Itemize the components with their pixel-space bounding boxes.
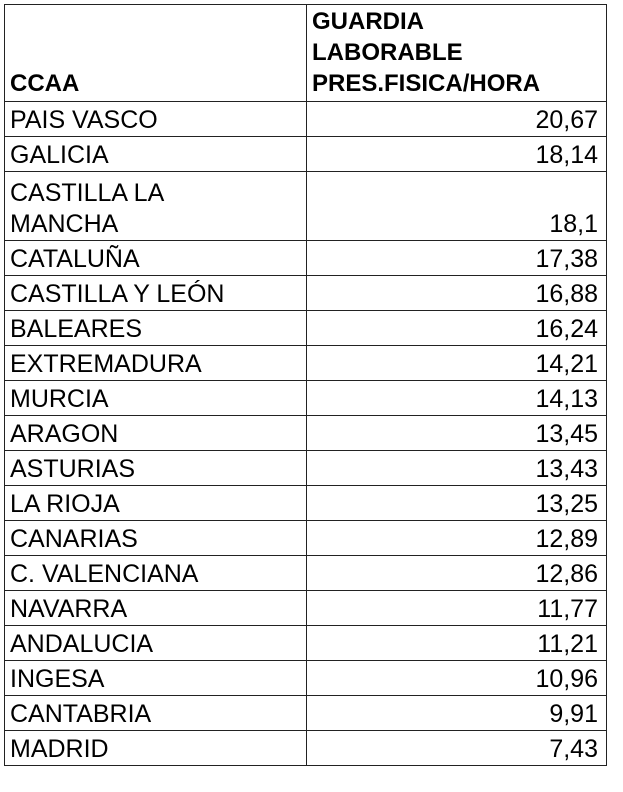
table-row [5,311,607,346]
cell-value: 14,21 [307,346,607,381]
table-row [5,731,607,766]
table-row [5,381,607,416]
table-row [5,346,607,381]
cell-value: 13,45 [307,416,607,451]
data-table-container [4,4,607,766]
table-header-row [5,5,607,102]
cell-value: 12,86 [307,556,607,591]
cell-ccaa: LA RIOJA [5,486,307,521]
table-row [5,416,607,451]
cell-value: 16,24 [307,311,607,346]
cell-ccaa: C. VALENCIANA [5,556,307,591]
cell-value: 14,13 [307,381,607,416]
table-row [5,451,607,486]
cell-ccaa: PAIS VASCO [5,102,307,137]
cell-value: 17,38 [307,241,607,276]
cell-value: 10,96 [307,661,607,696]
cell-value: 12,89 [307,521,607,556]
cell-ccaa: ARAGON [5,416,307,451]
cell-value: 7,43 [307,731,607,766]
table-row [5,591,607,626]
header-ccaa: CCAA [5,5,307,102]
cell-value: 13,25 [307,486,607,521]
table-row [5,486,607,521]
cell-value: 20,67 [307,102,607,137]
cell-ccaa: ANDALUCIA [5,626,307,661]
cell-ccaa: CASTILLA LA MANCHA [5,172,307,241]
cell-ccaa: CANARIAS [5,521,307,556]
table-row [5,137,607,172]
cell-ccaa: GALICIA [5,137,307,172]
table-row [5,102,607,137]
cell-ccaa: INGESA [5,661,307,696]
cell-ccaa: MADRID [5,731,307,766]
table-row [5,661,607,696]
cell-value: 16,88 [307,276,607,311]
table-row [5,521,607,556]
header-guardia-laborable: GUARDIA LABORABLE PRES.FISICA/HORA [307,5,607,102]
cell-ccaa: CASTILLA Y LEÓN [5,276,307,311]
cell-value: 13,43 [307,451,607,486]
table-body [5,102,607,766]
table-row [5,172,607,241]
cell-value: 11,77 [307,591,607,626]
table-row [5,626,607,661]
cell-value: 18,1 [307,172,607,241]
table-row [5,241,607,276]
cell-ccaa: CANTABRIA [5,696,307,731]
cell-ccaa: CATALUÑA [5,241,307,276]
cell-ccaa: EXTREMADURA [5,346,307,381]
cell-ccaa: ASTURIAS [5,451,307,486]
cell-ccaa: NAVARRA [5,591,307,626]
cell-value: 18,14 [307,137,607,172]
cell-ccaa: BALEARES [5,311,307,346]
table-row [5,276,607,311]
table-row [5,696,607,731]
guardia-rates-table [4,4,607,766]
table-row [5,556,607,591]
cell-value: 11,21 [307,626,607,661]
cell-ccaa: MURCIA [5,381,307,416]
cell-value: 9,91 [307,696,607,731]
